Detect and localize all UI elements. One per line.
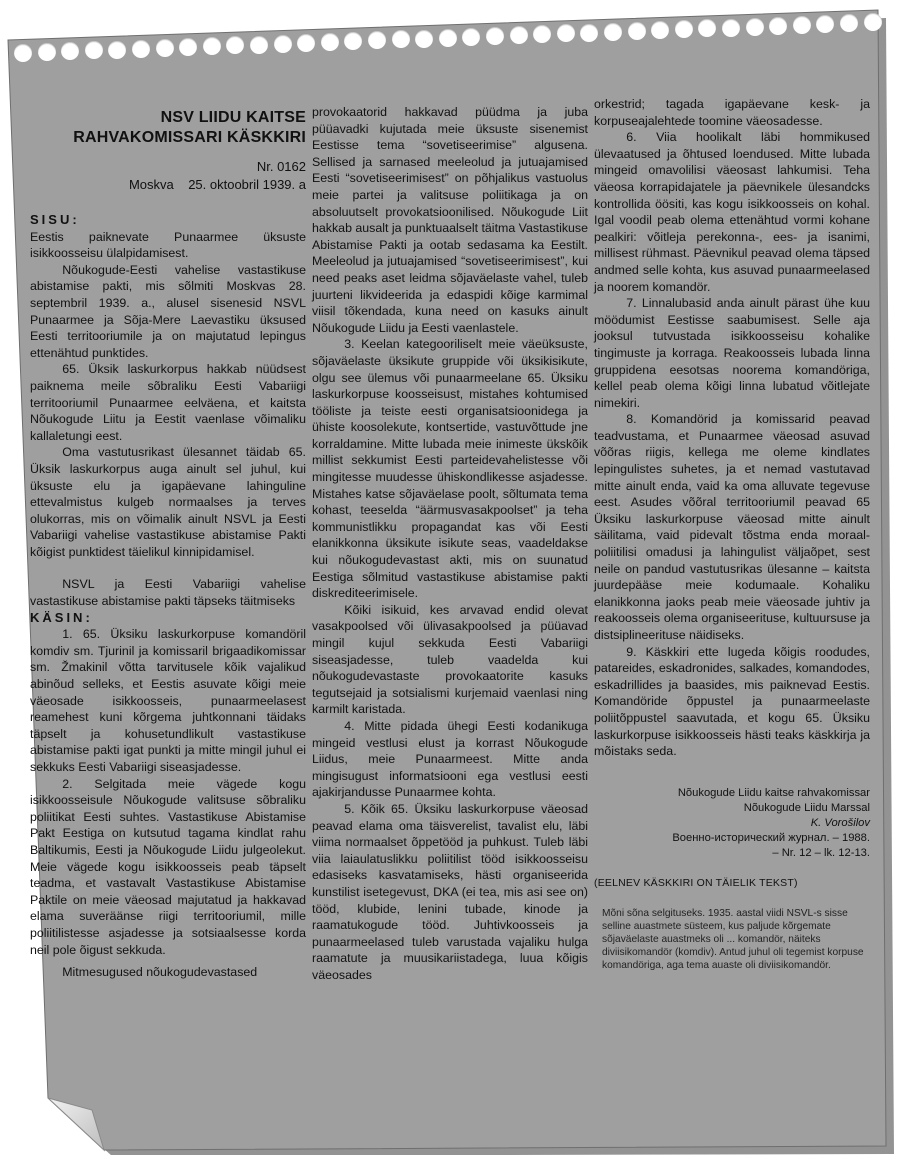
paragraph: 6. Viia hoolikalt läbi hommikused ülevaatused ja õhtused loendused. Mitte lubada mingeid omavolilisi väeosast lahkumisi. Teha väeosa korrapidajatele ja päevnikele ülesandcks kontrollida öösiti, kas kogu isikkoosseis on kohal. Igal voodil peab olema ettenähtud vormi kohane pealkiri: võitleja perekonna-, ees- ja isanimi, millisest rühmast. Päevnikul peavad olema täpsed andmed selle kohta, kus asuvad punaarmeelased ja noorem komandör. xyxy=(594,130,870,294)
signer-name: K. Vorošilov xyxy=(810,816,870,829)
binding-hole xyxy=(85,41,103,59)
order-number: Nr. 0162 xyxy=(256,159,306,174)
paragraph: 1. 65. Üksiku laskurkorpuse komandöril komdiv sm. Tjurinil ja komissaril brigaadikomissar sm. Žmakinil võtta tarvitusele kõik vajalikud abinõud selleks, et Eestis asuvate kõigi meie väeosade isikkoosseis, punaarmeelasest reamehest kuni kõrgema juhtkonnani täidaks täpselt ja kohusetundlikult vastastikuse abistamise pakti igat punkti ja mitte mingil juhul ei sekkuks Eesti Vabariigi siseasjadesse. xyxy=(30,627,306,774)
paragraph: 8. Komandörid ja komissarid peavad teadvustama, et Punaarmee väeosad asuvad võõras riigis, kellega me oleme kindlates lepingulistes suhetes, ja et nemad vastutavad mitte ainult enda, vaid ka oma alluvate tegevuse eest. Asudes võõral territooriumil peavad 65 Üksiku laskurkorpuse väeosad mitte ainult säilitama, vaid pidevalt tõstma enda moraal-poliitilisi omadusi ja lahingulist väljaõpet, sest neile on pandud vastutusrikas ülesanne – kaitsta juurdepääse meie kodumaale. Kohaliku elanikkonna jaoks peab meie väeosade juhtiv ja reakoosseis olema organiseerituse, kultuursuse ja distsiplineerituse näidiseks. xyxy=(594,412,870,642)
binding-hole xyxy=(604,23,622,41)
place-date: Moskva 25. oktoobril 1939. a xyxy=(128,177,306,192)
binding-hole xyxy=(675,20,693,38)
binding-hole xyxy=(226,36,244,54)
binding-hole xyxy=(722,19,740,37)
signature-block xyxy=(594,786,870,861)
footnote: Mõni sõna selgituseks. 1935. aastal viidi NSVL-s sisse selline auastmete süsteem, kus paljude kõrgemate sõjaväelaste auastmeks oli ... komandör, näiteks diviisikomandör (komdiv). Antud juhul oli tegemist korpuse komandöriga, aga tema auaste oli diviisikomandör. xyxy=(602,908,864,972)
binding-hole xyxy=(462,28,480,46)
binding-hole xyxy=(297,34,315,52)
signer-title: Nõukogude Liidu kaitse rahvakomissar xyxy=(677,786,870,799)
column-2 xyxy=(312,104,588,983)
paragraph: 65. Üksik laskurkorpus hakkab nüüdsest paiknema meile sõbraliku Eesti Vabariigi territooriumil Punaarmee eelväena, et kaitsta Nõukogude Liitu ja Eestit vaenlase võimaliku kallaletungi eest. xyxy=(30,362,306,443)
binding-hole xyxy=(108,41,126,59)
paragraph: 2. Selgitada meie vägede kogu isikkoosseisule Nõukogude valitsuse sõbraliku poliitikat Eesti suhtes. Vastastikuse Abistamise Pakt Eestiga on kutsutud tagama kindlat rahu Baltikumis, Eesti ja Nõukogude Liidu julgeolekut. Meie vägede kogu isikkoosseis peab täpselt teadma, et vastavalt Vastastikuse Abistamise Paktile on meie väeosad majutatud ja hakkavad elama suveräänse riigi territooriumil, mille poliitilistesse asjadesse ja sotsiaalsesse korda neil pole õigust sekkuda. xyxy=(30,776,306,957)
binding-hole xyxy=(61,42,79,60)
binding-hole xyxy=(14,44,32,62)
binding-hole xyxy=(580,24,598,42)
kasin-heading: KÄSIN: xyxy=(30,609,93,625)
binding-hole xyxy=(274,35,292,53)
binding-hole xyxy=(38,43,56,61)
binding-hole xyxy=(439,29,457,47)
binding-hole xyxy=(132,40,150,58)
title-line-1: NSV LIIDU KAITSE xyxy=(160,109,306,126)
binding-hole xyxy=(793,16,811,34)
binding-hole xyxy=(698,19,716,37)
binding-hole xyxy=(746,18,764,36)
binding-hole xyxy=(179,38,197,56)
paragraph: 5. Kõik 65. Üksiku laskurkorpuse väeosad peavad elama oma täisverelist, tavalist elu, läbi viima normaalset õppetööd ja puhkust. Tuleb läbi viia laiaulatuslikku poliitilist tööd isikkoosseisu edasiseks kasvatamiseks, hästi organiseerida kunstilist isetegevust, DKA (ei tea, mis asi see on) tööd, klubide, lenini tubade, kinode ja raamatukogude tööd. Juhtivkoosseis ja punaarmeelased tuleb varustada vajaliku hulga raamatute ja muusikariistadega, luua kõigis väeosades xyxy=(312,801,588,982)
source-pages: – Nr. 12 – lk. 12-13. xyxy=(772,846,870,859)
binding-hole xyxy=(510,26,528,44)
paragraph: 7. Linnalubasid anda ainult pärast ühe kuu möödumist Eestisse saabumisest. Selle aja jooksul tutvustada isikkoosseisu kohalike tingimuste ja korraga. Reakoosseis lubada linna gruppidena eesotsas noorema komandöriga, kellel peab olema kõigi linna lubatud võitlejate nimekiri. xyxy=(594,296,870,410)
column-1 xyxy=(30,100,306,981)
paragraph: Oma vastutusrikast ülesannet täidab 65. Üksik laskurkorpus auga ainult sel juhul, kui üksuste elu ja igapäevane lahinguline ettevalmistus kulgeb normaalses ja terves olukorras, mis on võimalik ainult NSVL ja Eesti Vabariigi vahelise vastastikuse abistamise Pakti kõigist punktidest täielikul kinnipidamisel. xyxy=(30,445,306,559)
binding-hole xyxy=(864,13,882,31)
binding-hole xyxy=(486,27,504,45)
binding-hole xyxy=(557,24,575,42)
binding-hole xyxy=(344,32,362,50)
binding-hole xyxy=(628,22,646,40)
binding-hole xyxy=(203,37,221,55)
binding-hole xyxy=(368,31,386,49)
paragraph: 4. Mitte pidada ühegi Eesti kodanikuga mingeid vestlusi elust ja korrast Nõukogude Liidus, meie Punaarmeest. Mitte anda mingisugust informatsiooni ega vestlusi eesti ajakirjandusse Punaarmee kohta. xyxy=(312,718,588,800)
binding-hole xyxy=(769,17,787,35)
paragraph: NSVL ja Eesti Vabariigi vahelise vastastikuse abistamise pakti täpseks täitmiseks xyxy=(30,577,306,609)
paragraph: Kõiki isikuid, kes arvavad endid olevat vasakpoolsed või ülivasakpoolsed ja püüavad mingil kujul sekkuda Eesti Vabariigi siseasjadesse, tuleb vaadelda kui nõukogudevastaste provokaatorite kasuks tegutsejaid ja sotsialismi kurjemaid vaenlasi ning karmilt karistada. xyxy=(312,602,588,717)
paragraph: 3. Keelan kategooriliselt meie väeüksuste, sõjaväelaste üksikute gruppide või üksikisikute, olgu see ülemus või punaarmeelane 65. Üksiku laskurkorpuse koosseisust, mistahes kohtumised tööliste ja teiste eesti organisatsioonidega ja ühiste koosolekute, kontsertide, vastuvõttude jne korraldamine. Mitte lubada meie inimeste ükskõik millist sekkumist Eesti parteidevahelistesse või mingitesse muudesse ühiskondlikesse asjadesse. Mistahes katse sõjaväelase poolt, sõltumata tema kohast, teeselda “äärmusvasakpoolset” ja teha kommunistlikku propagandat kas või Eesti elanikkonna üksikute isikute seas, vaadeldakse kui nõukogudevastast akti, mis on suunatud Eestiga sõlmitud vastastikuse abistamise pakti diskrediteerimisele. xyxy=(312,337,588,601)
paragraph: orkestrid; tagada igapäevane kesk- ja korpuseajalehtede toomine väeosadesse. xyxy=(594,97,870,128)
sisu-text: Eestis paiknevate Punaarmee üksuste isikkoosseisu ülalpidamisest. xyxy=(30,229,306,261)
paragraph: provokaatorid hakkavad püüdma ja juba püüavadki kujutada meie üksuste sisenemist Eestisse tema “sovetiseerimise” algusena. Sellised ja sarnased meeleolud ja jutuajamised Eesti “sovetiseerimisest” on põhjalikus vastuolus meie partei ja valitsuse poliitikaga ja on absoluutselt provokatsioonilised. Nõukogude Liit hakkab ausalt ja punktuaalselt täitma Vastastikuse Abistamise Pakti ja ootab sedasama ka Eestilt. Meeleolud ja jutuajamised “sovetiseerimisest”, kui need peaks aset leidma sõjaväelaste vahel, tuleb juurteni likvideerida ja edaspidi kõige karmimal viisil tõkendada, kuna need on kasuks ainult Nõukogude Liidu ja Eesti vaenlastele. xyxy=(312,105,588,335)
binding-hole xyxy=(156,39,174,57)
document-title xyxy=(30,108,306,148)
binding-hole xyxy=(392,30,410,48)
spiral-holes xyxy=(12,34,892,64)
full-text-note: (EELNEV KÄSKKIRI ON TÄIELIK TEKST) xyxy=(594,876,798,889)
paragraph: Nõukogude-Eesti vahelise vastastikuse abistamise pakti, mis sõlmiti Moskvas 28. septembril 1939. a., alusel sisenesid NSVL Punaarmee ja Sõja-Mere Laevastiku üksused Eesti territooriumile ja on majutatud lepingus ettenähtud punktides. xyxy=(30,262,306,360)
binding-hole xyxy=(415,30,433,48)
binding-hole xyxy=(321,33,339,51)
sisu-heading: SISU: xyxy=(30,212,80,227)
binding-hole xyxy=(651,21,669,39)
binding-hole xyxy=(533,25,551,43)
column-3 xyxy=(594,96,870,972)
paragraph: 9. Käskkiri ette lugeda kõigis roodudes, patareides, eskadronides, salkades, komandodes, eskadrillides ja baasides, mis paiknevad Eestis. Komandöride õppustel ja punaarmeelaste poliitõppustel saavutada, et kogu 65. Üksiku laskurkorpuse isikkoosseis hästi teaks käskkirja ja mõistaks seda. xyxy=(594,644,870,759)
title-line-2: RAHVAKOMISSARI KÄSKKIRI xyxy=(73,129,306,146)
signer-rank: Nõukogude Liidu Marssal xyxy=(743,801,870,814)
document-meta xyxy=(30,158,306,194)
source-citation: Военно-исторический журнал. – 1988. xyxy=(672,831,870,844)
binding-hole xyxy=(250,36,268,54)
paragraph: Mitmesugused nõukogudevastased xyxy=(62,965,258,980)
